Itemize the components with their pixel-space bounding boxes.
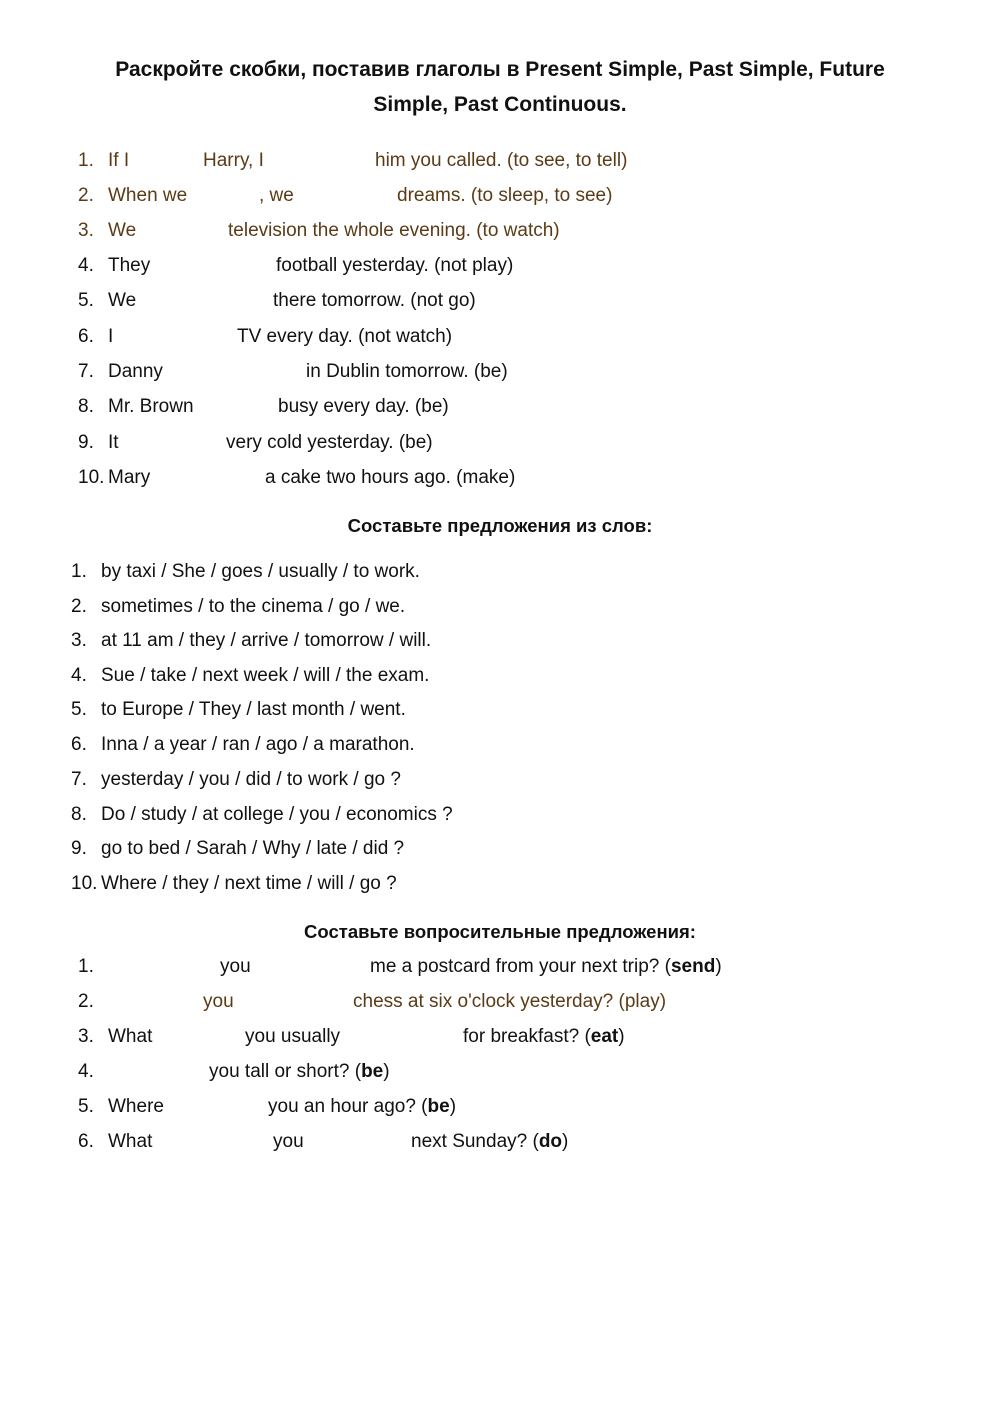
- item-number: 9.: [71, 838, 87, 859]
- item-number: 10.: [78, 467, 105, 488]
- item-text-body: me a postcard from your next trip? (: [370, 956, 671, 977]
- item-text: We: [108, 290, 137, 311]
- item-text: to Europe / They / last month / went.: [101, 699, 406, 720]
- item-text: television the whole evening. (to watch): [228, 220, 560, 241]
- item-text: It: [108, 432, 119, 453]
- item-number: 10.: [71, 873, 98, 894]
- item-number: 8.: [71, 804, 87, 825]
- item-text: They: [108, 255, 151, 276]
- item-verb: be: [361, 1061, 384, 1082]
- item-close-paren: ): [449, 1096, 457, 1117]
- item-text: there tomorrow. (not go): [273, 290, 476, 311]
- item-text: dreams. (to sleep, to see): [397, 185, 613, 206]
- item-number: 2.: [78, 991, 94, 1012]
- item-text: Danny: [108, 361, 163, 382]
- item-number: 4.: [78, 1061, 94, 1082]
- item-text: [209, 1061, 390, 1083]
- item-text-body: you an hour ago? (: [268, 1096, 428, 1117]
- item-text-body: you tall or short? (: [209, 1061, 362, 1082]
- item-text: by taxi / She / goes / usually / to work.: [101, 561, 420, 582]
- item-text: Do / study / at college / you / economics ?: [101, 804, 453, 825]
- item-verb: be: [427, 1096, 450, 1117]
- item-text: yesterday / you / did / to work / go ?: [101, 769, 401, 790]
- item-number: 6.: [78, 326, 94, 347]
- item-text: busy every day. (be): [278, 396, 449, 417]
- item-text: When we: [108, 185, 188, 206]
- item-number: 5.: [71, 699, 87, 720]
- item-number: 3.: [71, 630, 87, 651]
- item-number: 6.: [78, 1131, 94, 1152]
- worksheet-title: [60, 52, 940, 122]
- item-text: [370, 956, 722, 978]
- item-close-paren: ): [383, 1061, 390, 1082]
- item-text: you: [220, 956, 251, 977]
- item-close-paren: ): [618, 1026, 625, 1047]
- item-text: TV every day. (not watch): [237, 326, 453, 347]
- item-text: in Dublin tomorrow. (be): [306, 361, 508, 382]
- item-text-body: for breakfast? (: [463, 1026, 591, 1047]
- item-text: chess at six o'clock yesterday? (play): [353, 991, 667, 1012]
- title-line-1: Раскройте скобки, поставив глаголы в Present Simple, Past Simple, Future: [115, 58, 885, 81]
- item-text: you usually: [245, 1026, 341, 1047]
- item-text: [463, 1026, 625, 1048]
- item-text: [268, 1096, 456, 1118]
- item-number: 7.: [71, 769, 87, 790]
- item-number: 3.: [78, 1026, 94, 1047]
- item-text-body: next Sunday? (: [411, 1131, 539, 1152]
- item-number: 2.: [78, 185, 94, 206]
- section-3-heading: Составьте вопросительные предложения:: [304, 921, 696, 942]
- item-number: 1.: [78, 956, 94, 977]
- item-text: a cake two hours ago. (make): [265, 467, 516, 488]
- item-number: 6.: [71, 734, 87, 755]
- item-text: football yesterday. (not play): [276, 255, 514, 276]
- item-text: , we: [259, 185, 294, 206]
- item-text: Where: [108, 1096, 164, 1117]
- item-text: What: [108, 1026, 153, 1047]
- item-number: 5.: [78, 290, 94, 311]
- item-text: Mr. Brown: [108, 396, 194, 417]
- item-text: at 11 am / they / arrive / tomorrow / will.: [101, 630, 432, 651]
- item-number: 1.: [78, 150, 94, 171]
- item-text: We: [108, 220, 137, 241]
- item-text: Mary: [108, 467, 151, 488]
- section-2-heading: Составьте предложения из слов:: [347, 515, 653, 536]
- item-verb: send: [670, 956, 716, 977]
- item-text: If I: [108, 150, 130, 171]
- item-text: sometimes / to the cinema / go / we.: [101, 596, 406, 617]
- item-text: Harry, I: [203, 150, 264, 171]
- item-text: Sue / take / next week / will / the exam.: [101, 665, 430, 686]
- item-number: 1.: [71, 561, 87, 582]
- item-number: 5.: [78, 1096, 94, 1117]
- item-close-paren: ): [562, 1131, 569, 1152]
- item-text: you: [203, 991, 234, 1012]
- item-verb: do: [538, 1131, 563, 1152]
- title-line-2: Simple, Past Continuous.: [373, 93, 627, 116]
- item-text: [411, 1131, 568, 1153]
- item-number: 8.: [78, 396, 94, 417]
- item-text: him you called. (to see, to tell): [375, 150, 628, 171]
- item-number: 7.: [78, 361, 94, 382]
- item-verb: eat: [590, 1026, 619, 1047]
- item-close-paren: ): [715, 956, 722, 977]
- item-text: very cold yesterday. (be): [226, 432, 433, 453]
- item-text: go to bed / Sarah / Why / late / did ?: [101, 838, 405, 859]
- item-number: 4.: [78, 255, 94, 276]
- item-number: 4.: [71, 665, 87, 686]
- item-text: you: [273, 1131, 304, 1152]
- item-number: 9.: [78, 432, 94, 453]
- item-text: Where / they / next time / will / go ?: [101, 873, 397, 894]
- item-text: What: [108, 1131, 153, 1152]
- item-text: I: [108, 326, 114, 347]
- item-number: 3.: [78, 220, 94, 241]
- item-number: 2.: [71, 596, 87, 617]
- item-text: Inna / a year / ran / ago / a marathon.: [101, 734, 415, 755]
